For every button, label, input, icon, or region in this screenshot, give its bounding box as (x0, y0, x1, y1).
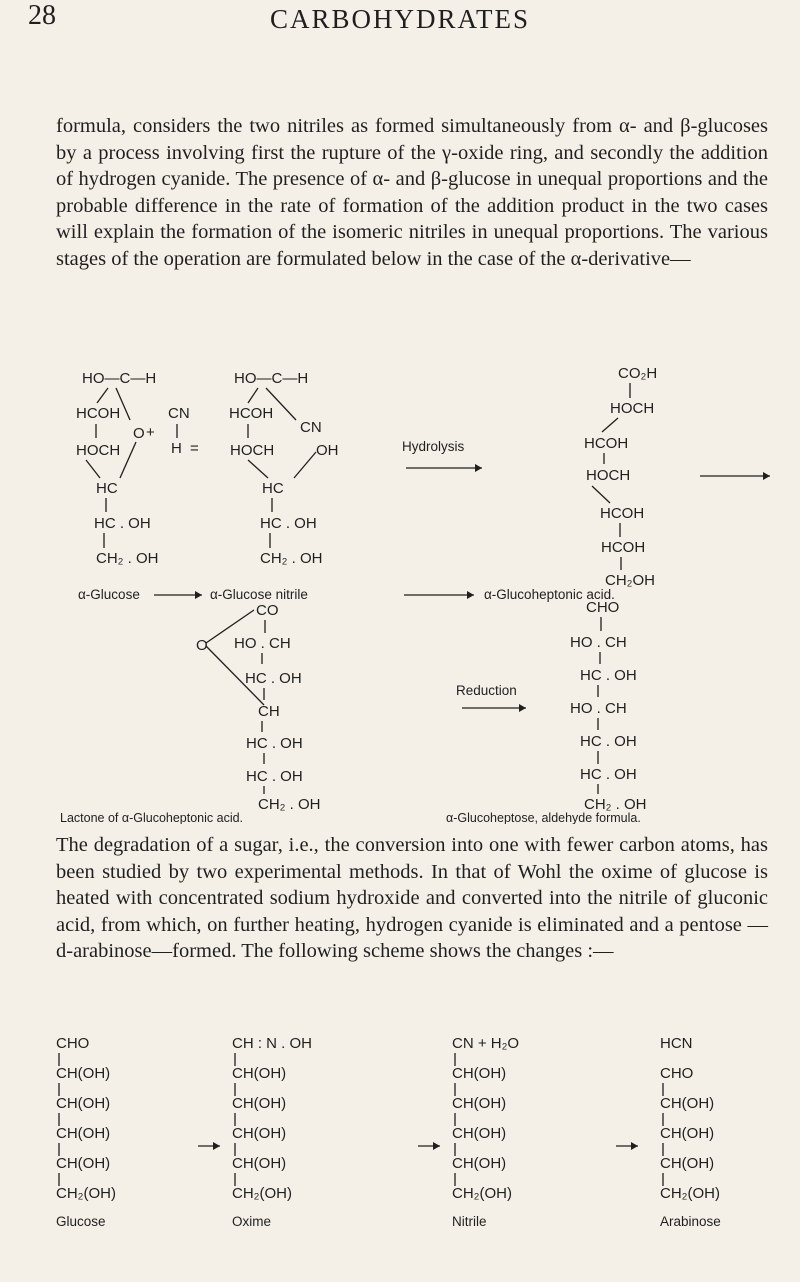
nitrile-c3: HOCH (230, 442, 275, 459)
acid-c7: CH₂OH (605, 572, 655, 589)
arabinose-row-5: CH(OH) (660, 1155, 715, 1172)
acid-c1: CO₂H (618, 365, 658, 382)
nitrile-cn: CN (300, 419, 322, 436)
label-glucoheptonic-acid: α-Glucoheptonic acid. (484, 587, 615, 602)
arabinose-row-2: CHO (660, 1065, 694, 1082)
label-heptose: α-Glucoheptose, aldehyde formula. (446, 811, 641, 824)
arrow-1 (198, 1142, 220, 1150)
page-number: 28 (28, 0, 56, 31)
acid-c6: HCOH (601, 539, 646, 556)
alpha-glucose-formula (76, 370, 159, 602)
oxime-row-5: CH(OH) (232, 1155, 287, 1172)
scheme-lower-part (0, 655, 800, 785)
glucose-row-2: CH(OH) (56, 1065, 111, 1082)
oxime-column (232, 1035, 312, 1229)
label-oxime: Oxime (232, 1214, 272, 1229)
arabinose-row-6: CH₂(OH) (660, 1185, 720, 1202)
nitrile-row-3: CH(OH) (452, 1095, 507, 1112)
oxime-row-1: CH : N . OH (232, 1035, 313, 1052)
lactone-c7: CH₂ . OH (258, 796, 321, 813)
glucose-row-5: CH(OH) (56, 1155, 111, 1172)
glucoheptonic-acid-formula (404, 365, 770, 602)
glucose-c5: HC . OH (94, 515, 151, 532)
glucose-c3: HOCH (76, 442, 121, 459)
scheme-wohl-degradation (0, 1020, 800, 1282)
lactone-c4: CH (258, 703, 280, 720)
paragraph-degradation: The degradation of a sugar, i.e., the conversion into one with fewer carbon atoms, has been studied by two experimental methods. In that of Wohl the oxime of glucose is heated with concentrated sodium hydroxide and converted into the nitrile of gluconic acid, from which, on further heating, hydrogen cyanide is eliminated and a pentose —d-arabinose—formed. The following scheme shows the changes :— (56, 834, 768, 962)
label-reduction: Reduction (456, 683, 517, 698)
heptose-c3: HC . OH (580, 667, 637, 684)
label-nitrile: Nitrile (452, 1214, 487, 1229)
glucose-row-3: CH(OH) (56, 1095, 111, 1112)
nitrile-column (452, 1035, 519, 1229)
glucose-c6: CH₂ . OH (96, 550, 159, 567)
arabinose-row-3: CH(OH) (660, 1095, 715, 1112)
glucose-column (56, 1035, 116, 1229)
hcn-top: CN (168, 405, 190, 422)
nitrile-row-5: CH(OH) (452, 1155, 507, 1172)
label-hydrolysis: Hydrolysis (402, 439, 465, 454)
nitrile-row-6: CH₂(OH) (452, 1185, 512, 1202)
arabinose-row-4: CH(OH) (660, 1125, 715, 1142)
ring-oxygen: O (133, 425, 145, 442)
heptose-c1: CHO (586, 599, 620, 616)
heptose-c6: HC . OH (580, 766, 637, 783)
nitrile-c2: HCOH (229, 405, 274, 422)
label-lactone: Lactone of α-Glucoheptonic acid. (60, 811, 244, 824)
arrow-3 (616, 1142, 638, 1150)
running-title: CARBOHYDRATES (269, 4, 531, 34)
oxime-row-4: CH(OH) (232, 1125, 287, 1142)
scheme-final-labels (0, 810, 800, 824)
label-glucose-nitrile: α-Glucose nitrile (210, 587, 308, 602)
oxime-row-3: CH(OH) (232, 1095, 287, 1112)
equals-sign: = (190, 440, 199, 457)
heptose-c4: HO . CH (570, 700, 627, 717)
hcn-plus: + (146, 424, 155, 441)
lactone-c5: HC . OH (246, 735, 303, 752)
nitrile-c6: CH₂ . OH (260, 550, 323, 567)
oxime-row-6: CH₂(OH) (232, 1185, 292, 1202)
label-arabinose: Arabinose (660, 1214, 721, 1229)
glucose-row-6: CH₂(OH) (56, 1185, 116, 1202)
lactone-c1: CO (256, 602, 279, 619)
glucose-row-4: CH(OH) (56, 1125, 111, 1142)
arabinose-row-1: HCN (660, 1035, 693, 1052)
acid-c2: HOCH (610, 400, 655, 417)
acid-c4: HOCH (586, 467, 631, 484)
oxime-row-2: CH(OH) (232, 1065, 287, 1082)
nitrile-row-1: CN + H₂O (452, 1035, 520, 1052)
acid-c5: HCOH (600, 505, 645, 522)
heptose-c2: HO . CH (570, 634, 627, 651)
acid-c3: HCOH (584, 435, 629, 452)
label-glucose: Glucose (56, 1214, 106, 1229)
hcn-addition (146, 405, 199, 457)
glucose-row-1: CHO (56, 1035, 90, 1052)
heptose-c5: HC . OH (580, 733, 637, 750)
heptose-c7: CH₂ . OH (584, 796, 647, 813)
paragraph-nitriles: formula, considers the two nitriles as formed simultaneously from α- and β-glucoses by a process involving first the rupture of the γ-oxide ring, and secondly the addition of hydrogen cyanide. The presence of α- and β-glucose in unequal proportions and the probable difference in the rate of formation of the addition product in the two cases will explain the formation of the isomeric nitriles in unequal proportions. The various stages of the operation are formulated below in the case of the α-derivative— (56, 115, 768, 270)
nitrile-row-2: CH(OH) (452, 1065, 507, 1082)
nitrile-c1: HO—C—H (234, 370, 309, 387)
glucose-c4: HC (96, 480, 118, 497)
nitrile-oh: OH (316, 442, 339, 459)
lactone-c2: HO . CH (234, 635, 291, 652)
nitrile-c4: HC (262, 480, 284, 497)
hcn-bottom: H (171, 440, 182, 457)
arabinose-column (660, 1035, 721, 1229)
arrow-2 (418, 1142, 440, 1150)
hydrolysis-step (402, 439, 482, 472)
lactone-c3: HC . OH (245, 670, 302, 687)
glucose-c2: HCOH (76, 405, 121, 422)
label-alpha-glucose: α-Glucose (78, 587, 140, 602)
lactone-c6: HC . OH (246, 768, 303, 785)
nitrile-c5: HC . OH (260, 515, 317, 532)
nitrile-row-4: CH(OH) (452, 1125, 507, 1142)
glucose-c1: HO—C—H (82, 370, 157, 387)
lactone-oxygen: O (196, 637, 208, 654)
